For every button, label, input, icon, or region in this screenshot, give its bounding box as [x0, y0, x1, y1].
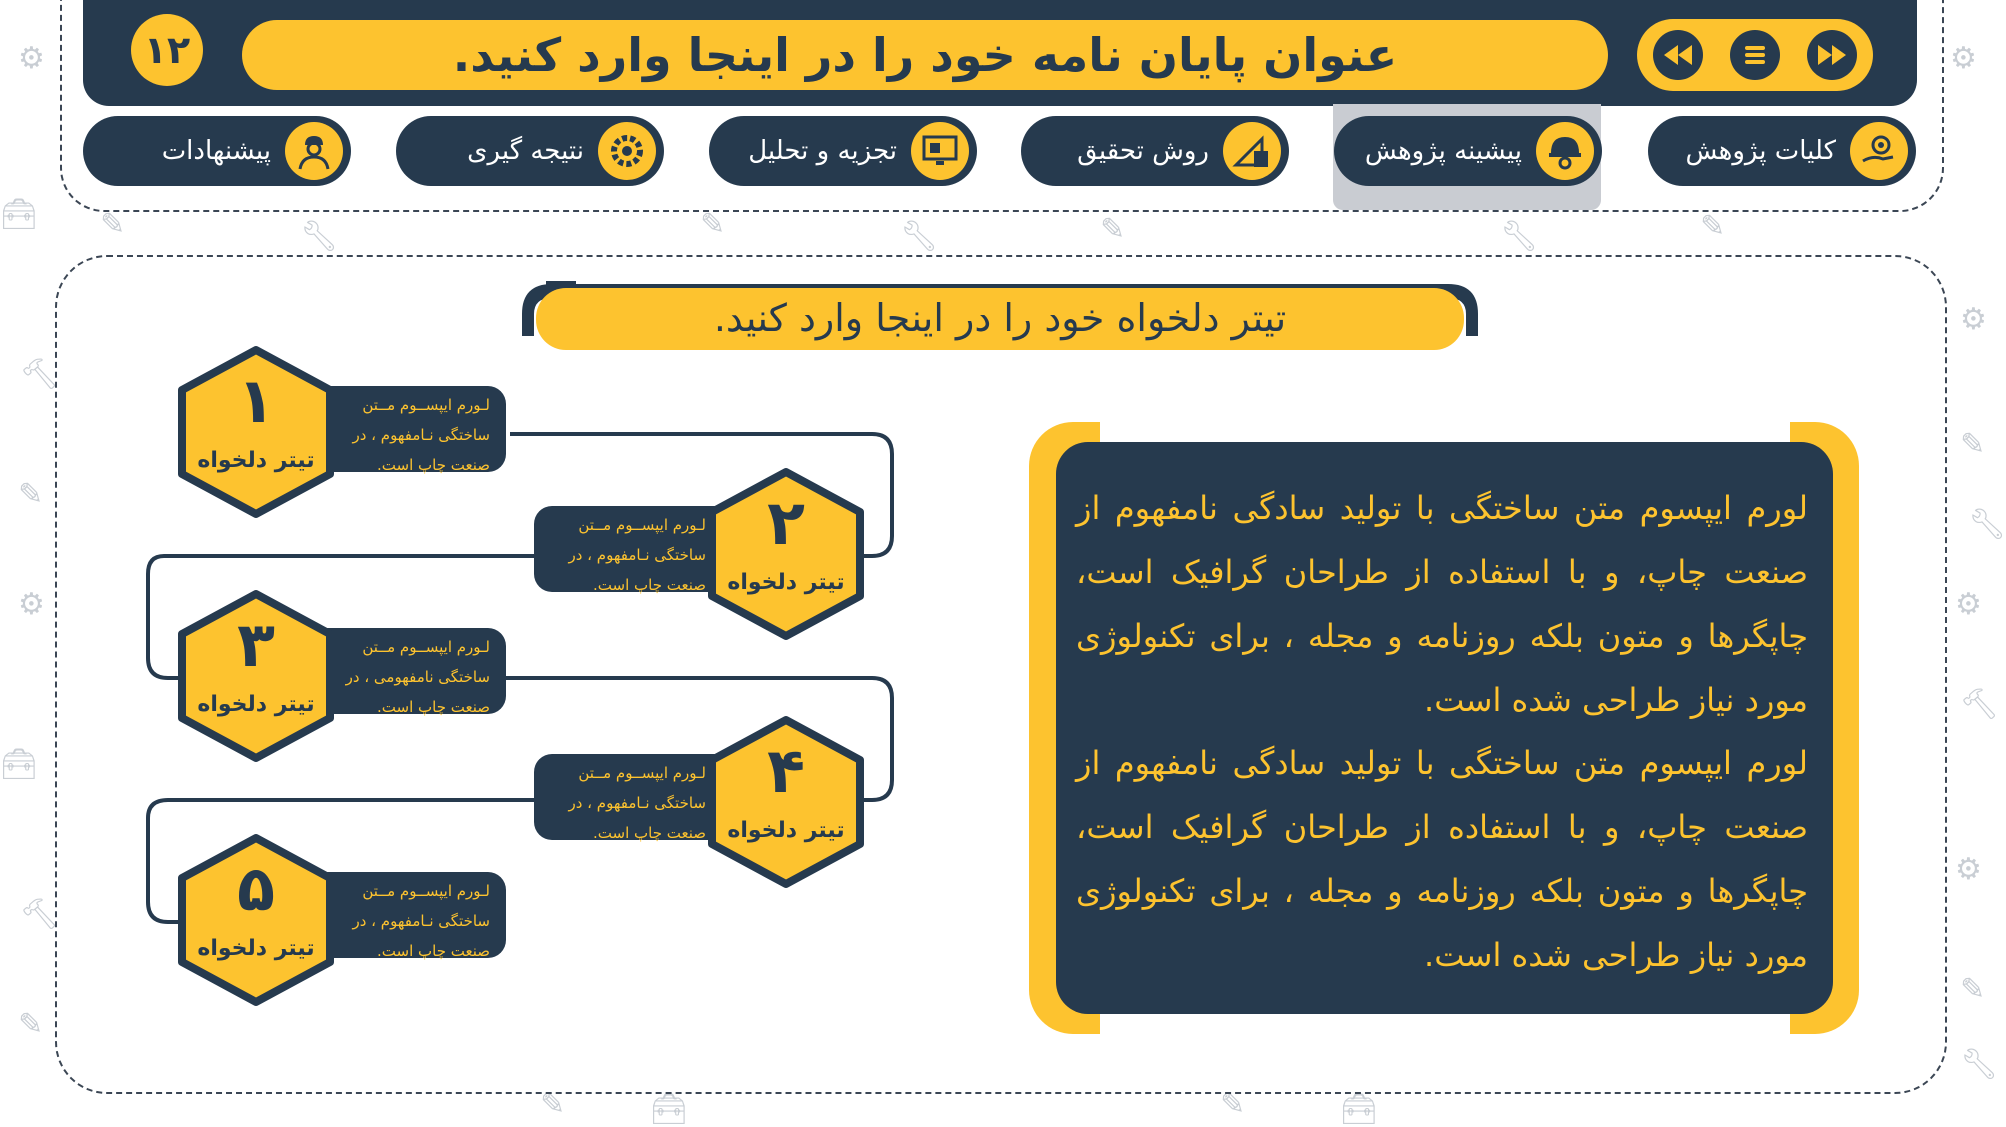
rewind-icon — [1662, 43, 1694, 67]
paragraph: لورم ایپسوم متن ساختگی با تولید سادگی نامفهوم از صنعت چاپ، و با استفاده از طراحان گرافیک است، چاپگرها و متون بلکه روزنامه و مجله ، برای تکنولوژی مورد نیاز طراحی شده است. — [1076, 744, 1808, 974]
step-title: تیتر دلخواه — [197, 692, 315, 717]
helmet-gear-icon — [1536, 122, 1594, 180]
toolbox-icon: 🧰︎ — [650, 1092, 689, 1127]
description-line: صنعت چاپ است. — [377, 942, 490, 960]
thesis-title: عنوان پایان نامه خود را در اینجا وارد کنید. — [242, 20, 1608, 90]
description-line: ساختگی نـامفهوم ، در — [568, 794, 706, 812]
description-line: ساختگی نـامفهوم ، در — [568, 546, 706, 564]
gear-icon: ⚙ — [1950, 41, 1977, 76]
step-description — [330, 876, 490, 966]
gear-icon: ⚙ — [18, 587, 45, 622]
tab-research-overview[interactable] — [1648, 116, 1916, 186]
gear-icon: ⚙ — [1955, 587, 1982, 622]
slide-number: ۱۲ — [131, 14, 203, 86]
description-line: ساختگی نامفهومی ، در — [345, 668, 490, 686]
menu-icon — [1743, 44, 1767, 66]
toolbox-icon: 🧰︎ — [0, 197, 39, 232]
tab-label: روش تحقیق — [1077, 136, 1209, 166]
screwdriver-icon: ✎ — [18, 477, 44, 512]
description-line: لـورم ایپســوم مــتن — [362, 396, 490, 414]
slide-navigation — [1637, 19, 1873, 91]
screwdriver-icon: ✎ — [18, 1007, 44, 1042]
step-number: ۱ — [237, 364, 275, 437]
screwdriver-icon: ✎ — [1960, 972, 1986, 1007]
screwdriver-icon: ✎ — [1960, 427, 1986, 462]
ruler-calculator-icon — [1223, 122, 1281, 180]
gear-icon: ⚙ — [18, 41, 45, 76]
fast-forward-icon — [1816, 43, 1848, 67]
wrench-icon: 🔧︎ — [1968, 507, 2006, 542]
description-line: لـورم ایپســوم مــتن — [578, 516, 706, 534]
description-line: صنعت چاپ است. — [593, 576, 706, 594]
hammer-icon: 🔨︎ — [20, 357, 59, 392]
step-number: ۵ — [237, 852, 275, 925]
toolbox-icon: 🧰︎ — [0, 747, 39, 782]
paragraph: لورم ایپسوم متن ساختگی با تولید سادگی نامفهوم از صنعت چاپ، و با استفاده از طراحان گرافیک است، چاپگرها و متون بلکه روزنامه و مجله ، برای تکنولوژی مورد نیاز طراحی شده است. — [1076, 489, 1808, 719]
wrench-icon: 🔧︎ — [900, 219, 939, 254]
step-title: تیتر دلخواه — [727, 818, 845, 843]
screwdriver-icon: ✎ — [1100, 212, 1126, 247]
wrench-icon: 🔧︎ — [1500, 219, 1539, 254]
tab-research-method[interactable] — [1021, 116, 1289, 186]
description-line: صنعت چاپ است. — [377, 698, 490, 716]
screwdriver-icon: ✎ — [1220, 1087, 1246, 1122]
step-title: تیتر دلخواه — [197, 448, 315, 473]
tab-label: تجزیه و تحلیل — [748, 136, 897, 166]
next-slide-button[interactable] — [1807, 30, 1857, 80]
menu-button[interactable] — [1730, 30, 1780, 80]
section-title: تیتر دلخواه خود را در اینجا وارد کنید. — [713, 296, 1287, 340]
hand-gear-icon — [1850, 122, 1908, 180]
hammer-icon: 🔨︎ — [1960, 687, 1999, 722]
gear-icon: ⚙ — [1960, 302, 1987, 337]
step-title: تیتر دلخواه — [727, 570, 845, 595]
description-line: لـورم ایپســوم مــتن — [362, 882, 490, 900]
step-number: ۴ — [767, 734, 805, 807]
tab-label: کلیات پژوهش — [1685, 136, 1836, 166]
step-number: ۲ — [767, 486, 805, 559]
toolbox-icon: 🧰︎ — [1340, 1092, 1379, 1127]
description-line: ساختگی نـامفهوم ، در — [352, 912, 490, 930]
previous-slide-button[interactable] — [1653, 30, 1703, 80]
step-title: تیتر دلخواه — [197, 936, 315, 961]
description-line: ساختگی نـامفهوم ، در — [352, 426, 490, 444]
screwdriver-icon: ✎ — [700, 207, 726, 242]
description-line: صنعت چاپ است. — [377, 456, 490, 474]
step-description — [330, 390, 490, 480]
tab-label: نتیجه گیری — [467, 136, 584, 166]
wrench-icon: 🔧︎ — [1960, 1047, 1999, 1082]
step-description — [546, 758, 706, 848]
screwdriver-icon: ✎ — [1700, 209, 1726, 244]
tab-label: پیشنهادات — [161, 136, 271, 166]
screwdriver-icon: ✎ — [540, 1087, 566, 1122]
step-description — [330, 632, 490, 722]
hammer-icon: 🔨︎ — [20, 897, 59, 932]
step-number: ۳ — [237, 608, 275, 681]
screwdriver-icon: ✎ — [100, 207, 126, 242]
tab-label: پیشینه پژوهش — [1364, 136, 1522, 166]
wrench-icon: 🔧︎ — [300, 219, 339, 254]
card-frame-gap — [1100, 1014, 1790, 1038]
description-line: لـورم ایپســوم مــتن — [578, 764, 706, 782]
description-line: صنعت چاپ است. — [593, 824, 706, 842]
description-line: لـورم ایپســوم مــتن — [362, 638, 490, 656]
tab-literature-review[interactable] — [1334, 116, 1602, 186]
card-frame-gap — [1100, 418, 1790, 442]
gear-icon: ⚙ — [1955, 852, 1982, 887]
step-description — [546, 510, 706, 600]
